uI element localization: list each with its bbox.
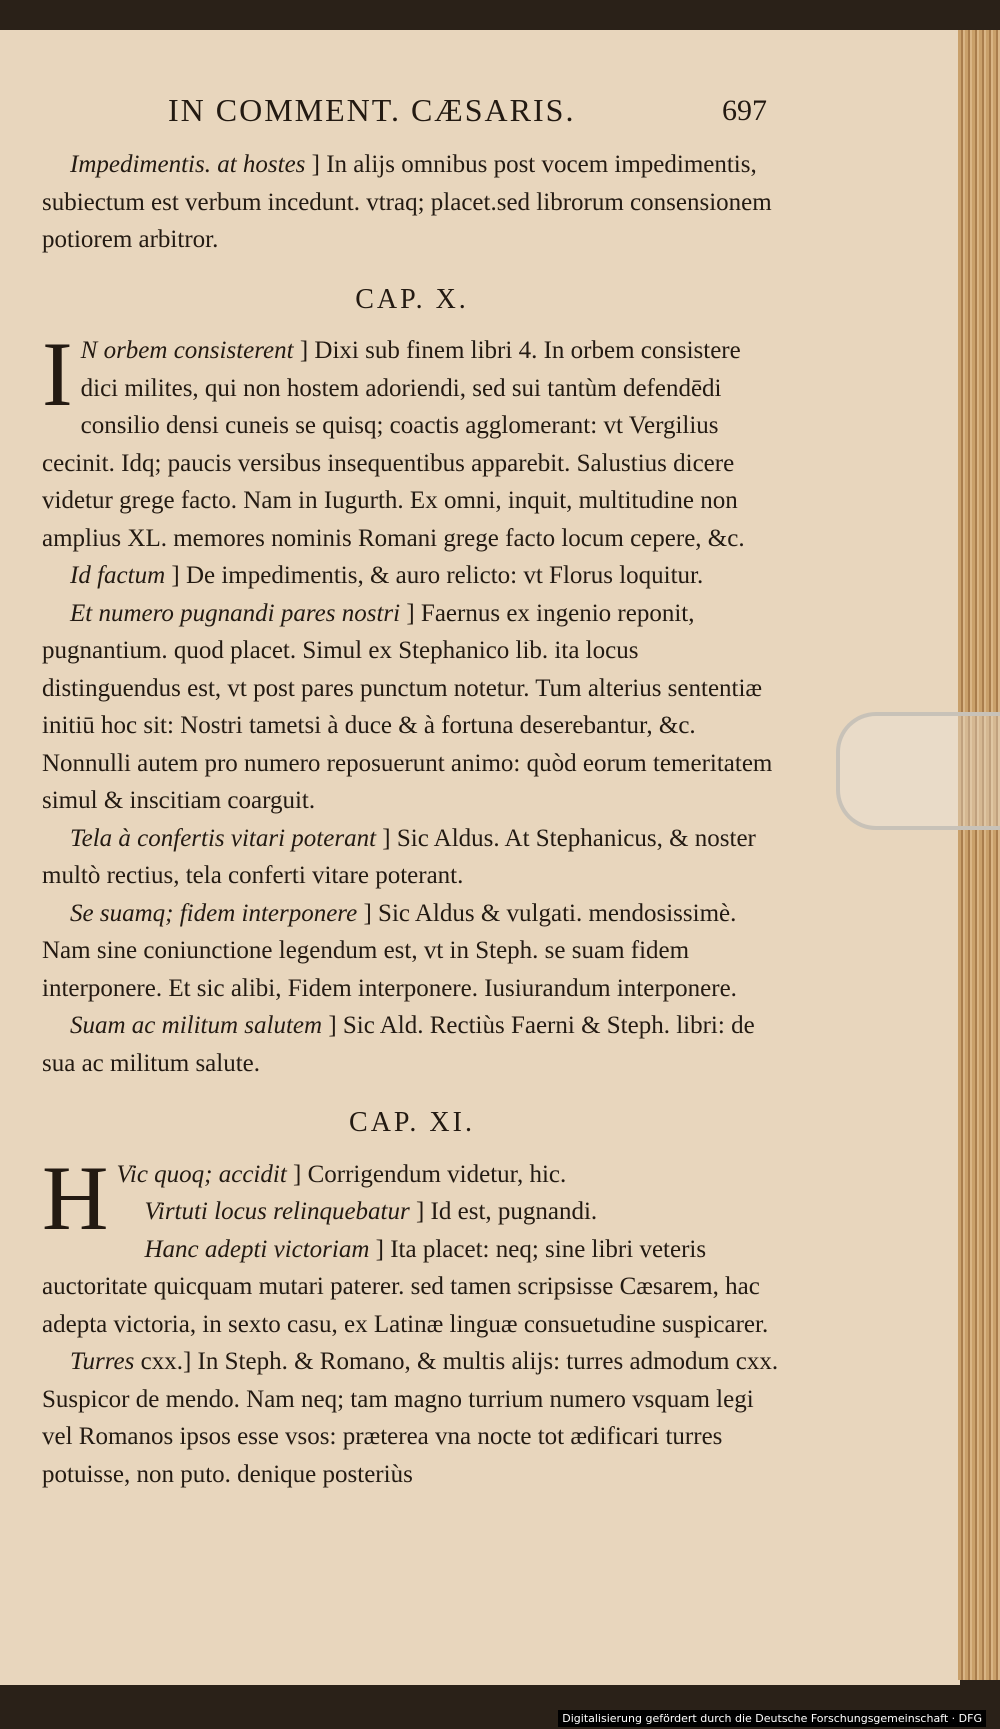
lemma: Et numero pugnandi pares nostri <box>70 599 401 627</box>
page-header <box>0 92 960 142</box>
lemma: Turres <box>70 1348 135 1375</box>
body-text <box>42 146 782 1493</box>
commentary-text: ] Faernus ex ingenio reponit, pugnantium. quod placet. Simul ex Stephanico lib. ita locus distinguendus est, vt post pares punctum notetur. Tum alterius sententiæ initiū hoc sit: Nostri tametsi à duce & à fortuna deserebantur, &c. Nonnulli autem pro numero reposuerunt animo: quòd eorum temeritatem simul & inscitiam coarguit. <box>42 599 773 814</box>
commentary-text: ] Sic Aldus. At Stephanicus, & noster multò rectius, tela conferti vitare poterant. <box>42 824 756 889</box>
commentary-paragraph <box>42 323 782 557</box>
lemma: Suam ac militum salutem <box>70 1012 323 1039</box>
commentary-text: ] Dixi sub finem libri 4. In orbem consistere dici milites, qui non hostem adoriendi, sed sui tantùm defendēdi consilio densi cuneis se quisq; coactis agglomerant: vt Vergilius cecinit. Idq; paucis versibus insequentibus apparebit. Salustius dicere videtur grege facto. Nam in Iugurth. Ex omni, inquit, multitudine non amplius XL. memores nominis Romani grege facto locum cepere, &c. <box>42 337 745 552</box>
drop-initial: H <box>42 1146 109 1249</box>
digitization-credit: Digitalisierung gefördert durch die Deutsche Forschungsgemeinschaft · DFG <box>558 1710 986 1727</box>
lemma: Impedimentis. at hostes <box>70 151 306 178</box>
commentary-paragraph <box>42 146 782 259</box>
bookmark-clip <box>836 712 1000 830</box>
page-edges <box>958 30 1000 1680</box>
lemma: N orbem consisterent <box>80 337 294 364</box>
commentary-paragraph <box>42 1193 782 1231</box>
commentary-paragraph <box>42 595 782 820</box>
lemma: Virtuti locus relinquebatur <box>144 1198 410 1225</box>
commentary-text: ] De impedimentis, & auro relicto: vt Florus loquitur. <box>171 562 704 589</box>
commentary-paragraph <box>42 895 782 1008</box>
commentary-text: ] In alijs omnibus post vocem impedimentis, subiectum est verbum incedunt. vtraq; placet.sed librorum consensionem potiorem arbitror. <box>42 151 772 253</box>
commentary-text: ] Ita placet: neq; sine libri veteris auctoritate quicquam mutari paterer. sed tamen scripsisse Cæsarem, hac adepta victoria, in sexto casu, ex Latinæ linguæ consuetudine suspicarer. <box>42 1235 769 1338</box>
page-number: 697 <box>722 94 767 127</box>
running-head: IN COMMENT. CÆSARIS. <box>168 92 576 128</box>
chapter-heading: CAP. XI. <box>349 1107 475 1138</box>
commentary-text: ] Id est, pugnandi. <box>415 1198 598 1225</box>
lemma: Se suamq; fidem interponere <box>70 899 358 927</box>
lemma: Hanc adepti victoriam <box>144 1235 370 1263</box>
drop-initial: I <box>42 323 73 425</box>
commentary-paragraph <box>42 820 782 895</box>
commentary-text: cxx.] In Steph. & Romano, & multis alijs: turres admodum cxx. Suspicor de mendo. Nam neq; tam magno turrium numero vsquam legi vel Romanos ipsos esse vsos: præterea vna nocte tot ædificari turres potuisse, non puto. denique posteriùs <box>42 1348 779 1488</box>
commentary-paragraph <box>42 1231 782 1344</box>
lemma: Tela à confertis vitari poterant <box>70 824 377 852</box>
commentary-text: ] Corrigendum videtur, hic. <box>293 1160 567 1188</box>
lemma: Id factum <box>70 562 166 589</box>
commentary-text: ] Sic Aldus & vulgati. mendosissimè. Nam sine coniunctione legendum est, vt in Steph. se suam fidem interponere. Et sic alibi, Fidem interponere. Iusiurandum interponere. <box>42 899 737 1002</box>
chapter-heading: CAP. X. <box>355 283 469 315</box>
commentary-paragraph <box>42 557 782 595</box>
commentary-text: ] Sic Ald. Rectiùs Faerni & Steph. libri: de sua ac militum salute. <box>42 1012 755 1077</box>
lemma: Vic quoq; accidit <box>116 1160 287 1188</box>
commentary-paragraph <box>42 1007 782 1082</box>
commentary-paragraph <box>42 1343 782 1493</box>
